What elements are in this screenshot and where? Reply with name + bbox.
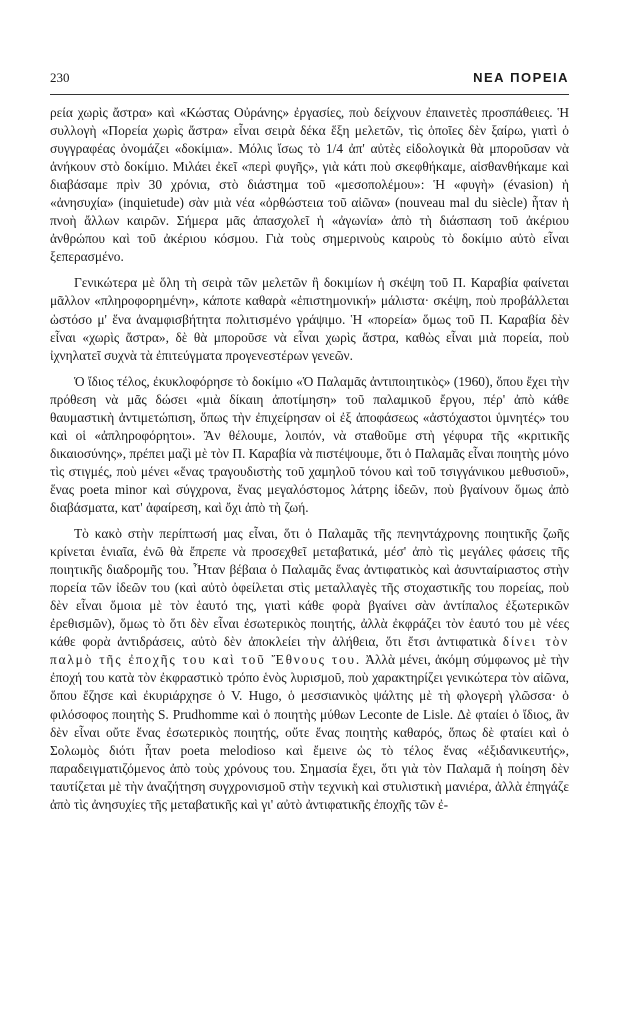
- running-head: ΝΕΑ ΠΟΡΕΙΑ: [473, 70, 569, 85]
- paragraph-palamas-critique: [50, 525, 569, 814]
- page-number: 230: [50, 70, 70, 85]
- emphasized-spaced-text: δίνει τὸν παλμὸ τῆς ἐποχῆς του καὶ τοῦ Ἔθνους του.: [50, 634, 570, 668]
- paragraph-karavias-thought: Γενικώτερα μὲ ὅλη τὴ σειρὰ τῶν μελετῶν ἢ δοκιμίων ἡ σκέψη τοῦ Π. Καραβία φαίνεται μᾶλλον «πληροφορημένη», κάποτε καθαρὰ «ἐπιστημονική» μάλιστα· σκέψη, ποὺ προβάλλεται ὡστόσο μ' ἕνα ἀναμφισβήτητα πολιτισμένο γράψιμο. Ἡ «πορεία» ὅμως τοῦ Π. Καραβία δὲν εἶναι «χωρὶς ἄστρα», δὲ θὰ μποροῦσε νὰ εἶναι χωρὶς ἄστρα, καθὼς εἶναι μιὰ πορεία, ποὺ ἰχνηλατεῖ συχνὰ τὰ ἐπιτεύγματα προγενεστέρων γενεῶν.: [50, 275, 569, 363]
- paragraph-text-after: Ἀλλὰ μένει, ἀκόμη σύμφωνος μὲ τὴν ἐποχή του κατὰ τὸν ἐκφραστικὸ τρόπο ἑνὸς λυρισμοῦ, ποὺ χαρακτηρίζει γενικώτερα τὸν αἰῶνα, ὅπου ἔζησε καὶ ἐκυριάρχησε ὁ V. Hugo, ὁ μεσσιανικὸς ψάλτης μὲ τὴ φλογερὴ γλῶσσα· ὁ φιλόσοφος ποιητὴς S. Prudhomme καὶ ὁ ποιητὴς μύθων Leconte de Lisle. Δὲ φταίει ὁ ἴδιος, ἂν δὲν εἶναι οὔτε ἕνας ἐσωτερικὸς ποιητής, οὔτε ἕνας ποιητὴς καθαρός, ὅπως δὲ φταίει καὶ ὁ Σολωμὸς διότι ἦταν poeta melodioso καὶ ἔμεινε ὡς τὸ τέλος ἕνας «ἐξιδανικευτής», παραδειγματιζόμενος ἀπὸ τοὺς χρόνους του. Σημασία ἔχει, ὅτι γιὰ τὸν Παλαμᾶ ἡ ποίηση δὲν ταυτίζεται μὲ τὴν ἀναζήτηση συγχρονισμοῦ στὴν τεχνικὴ καὶ στυλιστικὴ μανιέρα, ἀλλὰ ἐπηγάζε ἀπὸ τὶς ἀνησυχίες τῆς μεταβατικῆς καὶ γι' αὐτὸ ἀντιφατικῆς ἐποχῆς τῶν ἐ-: [50, 652, 569, 812]
- paragraph-continuation: ρεία χωρὶς ἄστρα» καὶ «Κώστας Οὐράνης» ἐργασίες, ποὺ δείχνουν ἐπαινετὲς προσπάθειες. Ἡ συλλογὴ «Πορεία χωρὶς ἄστρα» εἶναι σειρὰ δέκα ἕξη μελετῶν, τὶς ὁποῖες δὲν ξαίρω, γιατὶ ὁ συγγραφέας ὀνομάζει «δοκίμια». Μόλις ἴσως τὸ 1/4 ἀπ' αὐτὲς εἰδολογικὰ θὰ μποροῦσαν νὰ ἀνήκουν στὸ δοκίμιο. Μιλάει ἐκεῖ «περὶ φυγῆς», γιὰ κάτι ποὺ σκεφθήκαμε, αἰσθανθήκαμε καὶ διαβάσαμε πρὶν 30 χρόνια, στὸ διάστημα τοῦ «μεσοπολέμου»: Ἡ «φυγὴ» (évasion) ἡ «ἀνησυχία» (inquietude) σὰν μιὰ νέα «ὀρθώστεια τοῦ αἰῶνα» (nouveau mal du siècle) ἦταν ἡ πνοὴ ἄλλων καιρῶν. Σήμερα μᾶς ἀπασχολεῖ ἡ «ἀγωνία» ἀπὸ τὴ διάσπαση τοῦ ἀκέριου ἀνθρώπου καὶ τοῦ ἀκέριου κόσμου. Γιὰ τοὺς σημερινοὺς καιροὺς τὸ δοκίμιο αὐτὸ εἶναι ξεπερασμένο.: [50, 105, 569, 265]
- body-text: [50, 104, 569, 814]
- paragraph-text-before: Τὸ κακὸ στὴν περίπτωσή μας εἶναι, ὅτι ὁ Παλαμᾶς τῆς πενηντάχρονης ποιητικῆς ζωῆς κρίνεται ἑνιαῖα, ἐνῶ θὰ ἔπρεπε νὰ προσεχθεῖ μεταβατικά, μέσ' ἀπὸ τὶς μεγάλες φάσεις τῆς ποιητικῆς διαδρομῆς του. Ἦταν βέβαια ὁ Παλαμᾶς ἕνας ἀντιφατικὸς καὶ ἀσυνταίριαστος στὴν πορεία τῶν ἰδεῶν του (καὶ αὐτὸ ὀφείλεται στὶς μεταλλαγὲς τῆς στοχαστικῆς του πορείας, ποὺ δὲν εἶναι ὅμοια μὲ τὸν ἑαυτό της, γιατὶ κάθε φορὰ βγαίνει σὰν ἀντίπαλος ἐξωτερικῶν ἐρεθισμῶν), ὅμως τὸ ὅτι δὲν εἶναι ἐσωτερικὸς ποιητής, ἀλλὰ ἐκφράζει τὸν ἑαυτό του μὲ νέες κάθε φορὰ ἀντιδράσεις, αὐτὸ δὲν ἀποκλείει τὴν ἀλήθεια, ὅτι ἔτσι ἀντιφατικὰ: [50, 526, 569, 650]
- page-header: [50, 70, 569, 90]
- paragraph-palamas-essay: Ὁ ἴδιος τέλος, ἐκυκλοφόρησε τὸ δοκίμιο «Ὁ Παλαμᾶς ἀντιποιητικὸς» (1960), ὅπου ἔχει τὴν πρόθεση νὰ μᾶς δώσει «μιὰ δίκαιη ἀποτίμηση» τοῦ παλαμικοῦ ἔργου, πέρ' ἀπὸ κάθε θαυμαστικὴ ἀντιμετώπιση, ὅπως τὴν ἐπιχείρησαν οἱ ἐξ ἀποφάσεως «ἀστόχαστοι ὑμνητές» του καὶ οἱ «ἀπληροφόρητοι». Ἂν θέλουμε, λοιπόν, νὰ σταθοῦμε στὴ γέφυρα τῆς «κριτικῆς δικαιοσύνης», πρέπει μαζὶ μὲ τὸν Π. Καραβία νὰ πιστέψουμε, ὅτι ὁ Παλαμᾶς εἶναι ποιητὴς μόνο τὶς στιγμές, ποὺ μένει «ἕνας τραγουδιστὴς τοῦ χαμηλοῦ τόνου καὶ τοῦ τσιγγάνικου μεθυσιοῦ», ἕνας poeta minor καὶ σύγχρονα, ἕνας μεγαλόστομος λάτρης ἰδεῶν, ποὺ βγαίνουν ὅμως ἀπὸ διαβάσματα, κατ' ἀφαίρεση, καὶ ὄχι ἀπὸ τὴ ζωή.: [50, 373, 569, 515]
- header-rule: [50, 94, 569, 95]
